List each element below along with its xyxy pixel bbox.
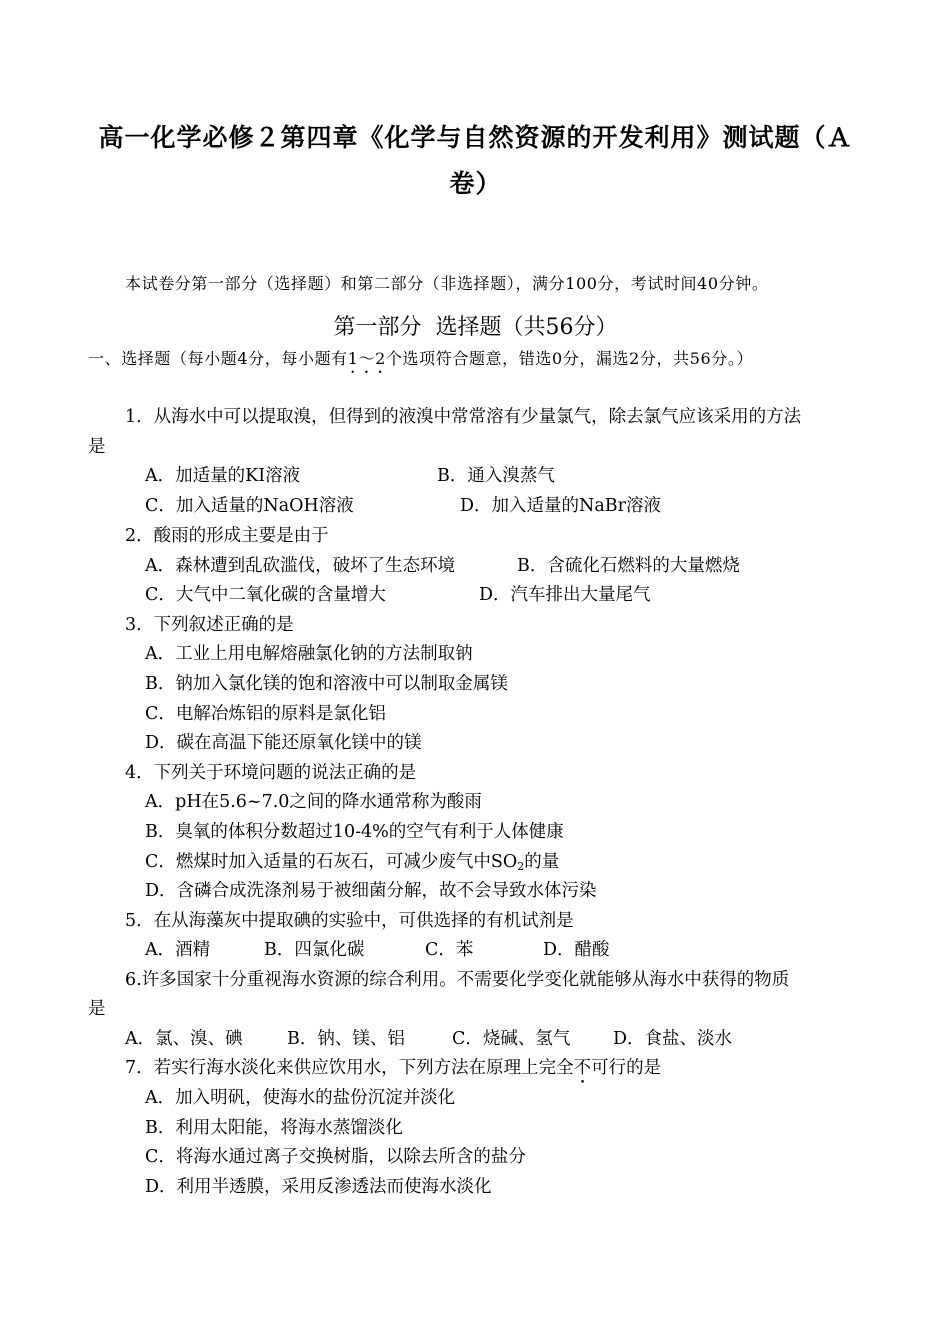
section-desc-emphasis: 1～2 (347, 349, 386, 368)
question-3-option-d: D．碳在高温下能还原氧化镁中的镁 (145, 733, 422, 753)
question-1-option-c: C．加入适量的NaOH溶液 (145, 496, 354, 516)
question-4-option-a: A．pH在5.6~7.0之间的降水通常称为酸雨 (145, 792, 482, 812)
question-4-option-c (145, 851, 559, 873)
question-3-stem: 3．下列叙述正确的是 (125, 615, 294, 635)
question-6-stem-wrap: 是 (88, 999, 106, 1019)
question-4-option-c-text: C．燃煤时加入适量的石灰石，可减少废气中SO (145, 852, 518, 872)
question-1-stem: 1．从海水中可以提取溴，但得到的液溴中常常溶有少量氯气，除去氯气应该采用的方法 (125, 407, 802, 427)
question-5-stem: 5．在从海藻灰中提取碘的实验中，可供选择的有机试剂是 (125, 911, 574, 931)
part1-heading: 第一部分 选择题（共56分） (333, 315, 618, 340)
question-4-stem: 4．下列关于环境问题的说法正确的是 (125, 763, 417, 783)
section-description (88, 344, 863, 377)
question-2-option-a: A．森林遭到乱砍滥伐，破坏了生态环境 (145, 556, 456, 576)
question-6-option-b: B．钠、镁、铝 (287, 1029, 405, 1049)
question-4-option-b: B．臭氧的体积分数超过10-4%的空气有利于人体健康 (145, 822, 564, 842)
question-1-stem-wrap: 是 (88, 437, 106, 457)
question-1-option-a: A．加适量的KI溶液 (145, 466, 301, 486)
question-7-option-c: C．将海水通过离子交换树脂，以除去所含的盐分 (145, 1147, 526, 1167)
question-2-option-c: C．大气中二氧化碳的含量增大 (145, 585, 386, 605)
question-1-option-b: B．通入溴蒸气 (437, 466, 555, 486)
question-5-option-d: D．醋酸 (543, 940, 610, 960)
question-4-option-c-subscript: 2 (517, 860, 525, 873)
question-3-option-b: B．钠加入氯化镁的饱和溶液中可以制取金属镁 (145, 674, 508, 694)
question-6-stem: 6.许多国家十分重视海水资源的综合利用。不需要化学变化就能够从海水中获得的物质 (125, 970, 790, 990)
question-6-option-c: C．烧碱、氢气 (452, 1029, 571, 1049)
question-2-option-b: B．含硫化石燃料的大量燃烧 (517, 556, 740, 576)
question-4-option-d: D．含磷合成洗涤剂易于被细菌分解，故不会导致水体污染 (145, 881, 597, 901)
question-6-option-d: D．食盐、淡水 (613, 1029, 733, 1049)
section-desc-after: 个选项符合题意，错选0分，漏选2分，共56分。） (385, 349, 754, 368)
question-7-option-d: D．利用半透膜，采用反渗透法而使海水淡化 (145, 1177, 492, 1197)
question-5-option-c: C．苯 (425, 940, 474, 960)
question-7-option-b: B．利用太阳能，将海水蒸馏淡化 (145, 1118, 403, 1138)
question-5-option-b: B．四氯化碳 (264, 940, 365, 960)
question-2-stem: 2．酸雨的形成主要是由于 (125, 526, 329, 546)
question-1-option-d: D．加入适量的NaBr溶液 (460, 496, 662, 516)
question-3-option-a: A．工业上用电解熔融氯化钠的方法制取钠 (145, 644, 473, 664)
page-title: 高一化学必修２第四章《化学与自然资源的开发利用》测试题（Ａ卷） (98, 123, 853, 198)
question-7-stem-after: 可行的是 (591, 1058, 662, 1078)
question-5-option-a: A．酒精 (145, 940, 211, 960)
question-7-stem-before: 7．若实行海水淡化来供应饮用水，下列方法在原理上完全 (125, 1058, 574, 1078)
question-2-option-d: D．汽车排出大量尾气 (479, 585, 651, 605)
question-7-stem (125, 1057, 661, 1088)
question-3-option-c: C．电解冶炼铝的原料是氯化铝 (145, 704, 386, 724)
exam-intro: 本试卷分第一部分（选择题）和第二部分（非选择题），满分100分，考试时间40分钟。 (125, 274, 769, 293)
question-6-option-a: A．氯、溴、碘 (125, 1029, 243, 1049)
question-7-stem-emphasis: 不 (573, 1058, 592, 1078)
question-4-option-c-tail: 的量 (524, 852, 560, 872)
question-7-option-a: A．加入明矾，使海水的盐份沉淀并淡化 (145, 1088, 456, 1108)
section-desc-before: 一、选择题（每小题4分，每小题有 (88, 349, 348, 368)
